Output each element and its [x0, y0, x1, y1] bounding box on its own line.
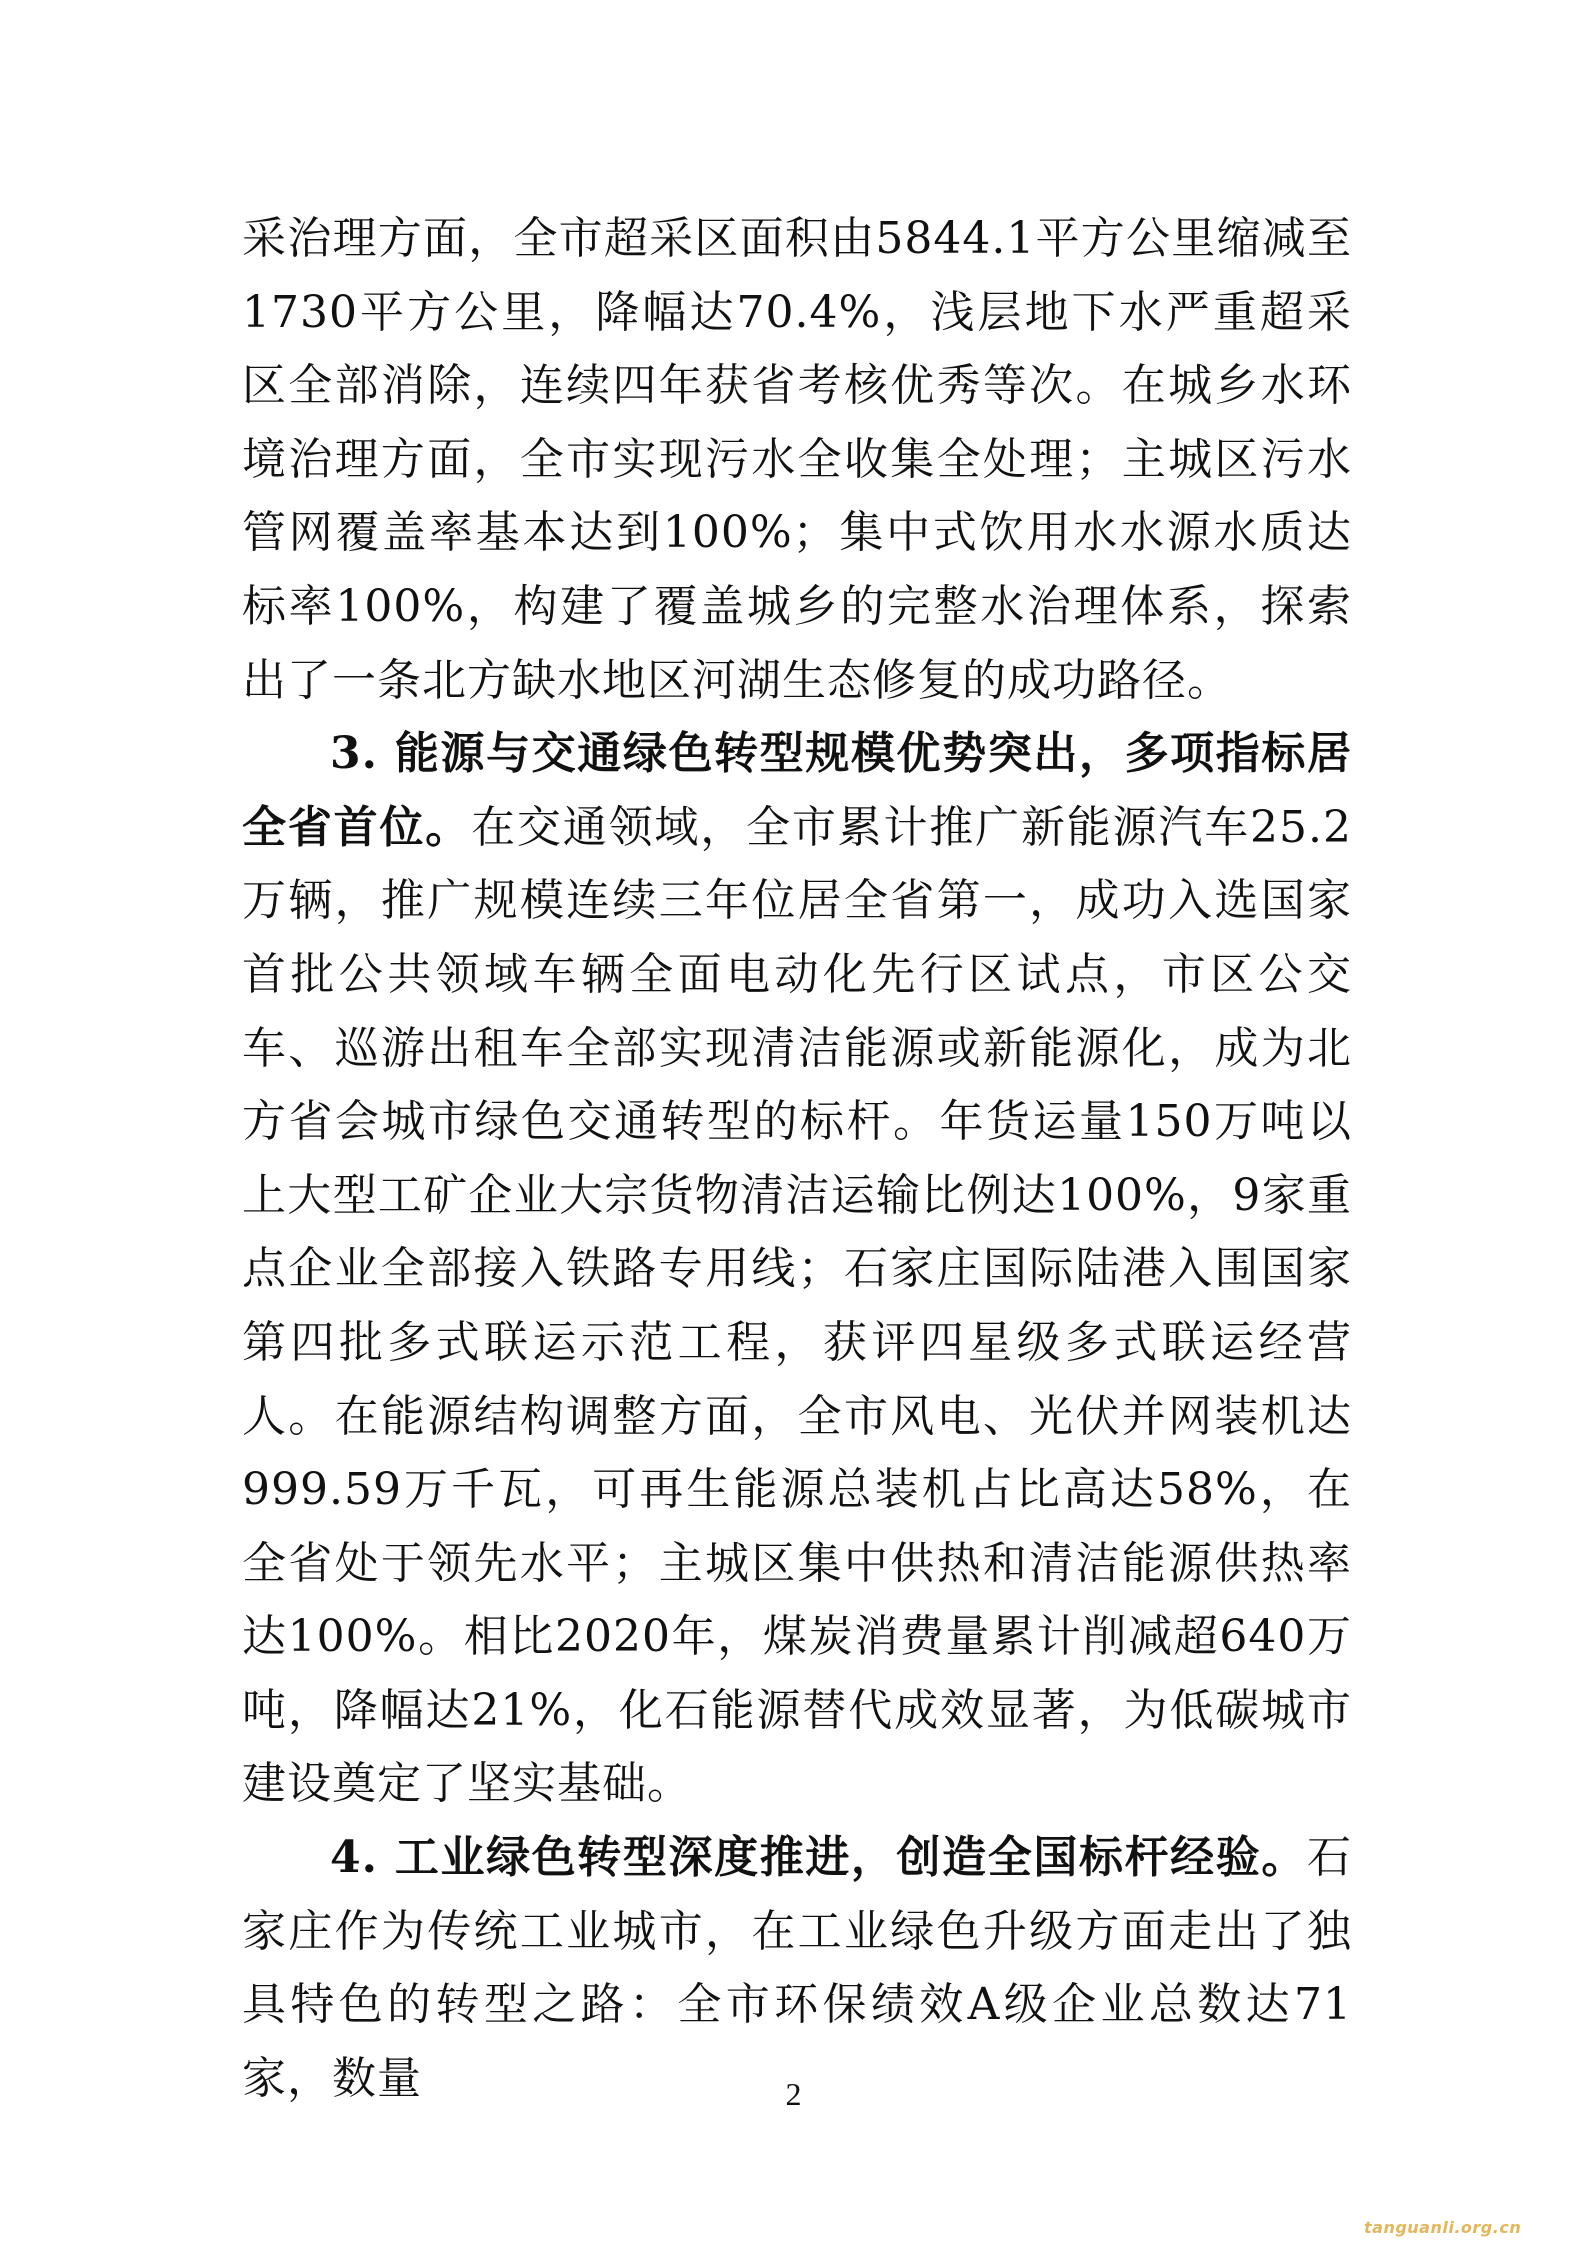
- paragraph-1: [242, 202, 1352, 717]
- paragraph-2-heading: 3. 能源与交通绿色转型规模优势突出，多项指标居全省首位。: [242, 728, 1352, 853]
- watermark: tanguanli.org.cn: [1364, 2218, 1522, 2237]
- paragraph-2: [242, 717, 1352, 1821]
- paragraph-1-text: 采治理方面，全市超采区面积由5844.1平方公里缩减至1730平方公里，降幅达70.4%，浅层地下水严重超采区全部消除，连续四年获省考核优秀等次。在城乡水环境治理方面，全市实现污水全收集全处理；主城区污水管网覆盖率基本达到100%；集中式饮用水水源水质达标率100%，构建了覆盖城乡的完整水治理体系，探索出了一条北方缺水地区河湖生态修复的成功路径。: [242, 213, 1352, 706]
- document-body: [242, 202, 1352, 2115]
- paragraph-3: [242, 1821, 1352, 2115]
- paragraph-3-text: 石家庄作为传统工业城市，在工业绿色升级方面走出了独具特色的转型之路：全市环保绩效A级企业总数达71家，数量: [242, 1832, 1352, 2104]
- page-number: 2: [785, 2076, 802, 2112]
- paragraph-3-heading: 4. 工业绿色转型深度推进，创造全国标杆经验。: [330, 1832, 1307, 1884]
- paragraph-2-text: 在交通领域，全市累计推广新能源汽车25.2万辆，推广规模连续三年位居全省第一，成功入选国家首批公共领域车辆全面电动化先行区试点，市区公交车、巡游出租车全部实现清洁能源或新能源化，成为北方省会城市绿色交通转型的标杆。年货运量150万吨以上大型工矿企业大宗货物清洁运输比例达100%，9家重点企业全部接入铁路专用线；石家庄国际陆港入围国家第四批多式联运示范工程，获评四星级多式联运经营人。在能源结构调整方面，全市风电、光伏并网装机达999.59万千瓦，可再生能源总装机占比高达58%，在全省处于领先水平；主城区集中供热和清洁能源供热率达100%。相比2020年，煤炭消费量累计削减超640万吨，降幅达21%，化石能源替代成效显著，为低碳城市建设奠定了坚实基础。: [242, 801, 1353, 1810]
